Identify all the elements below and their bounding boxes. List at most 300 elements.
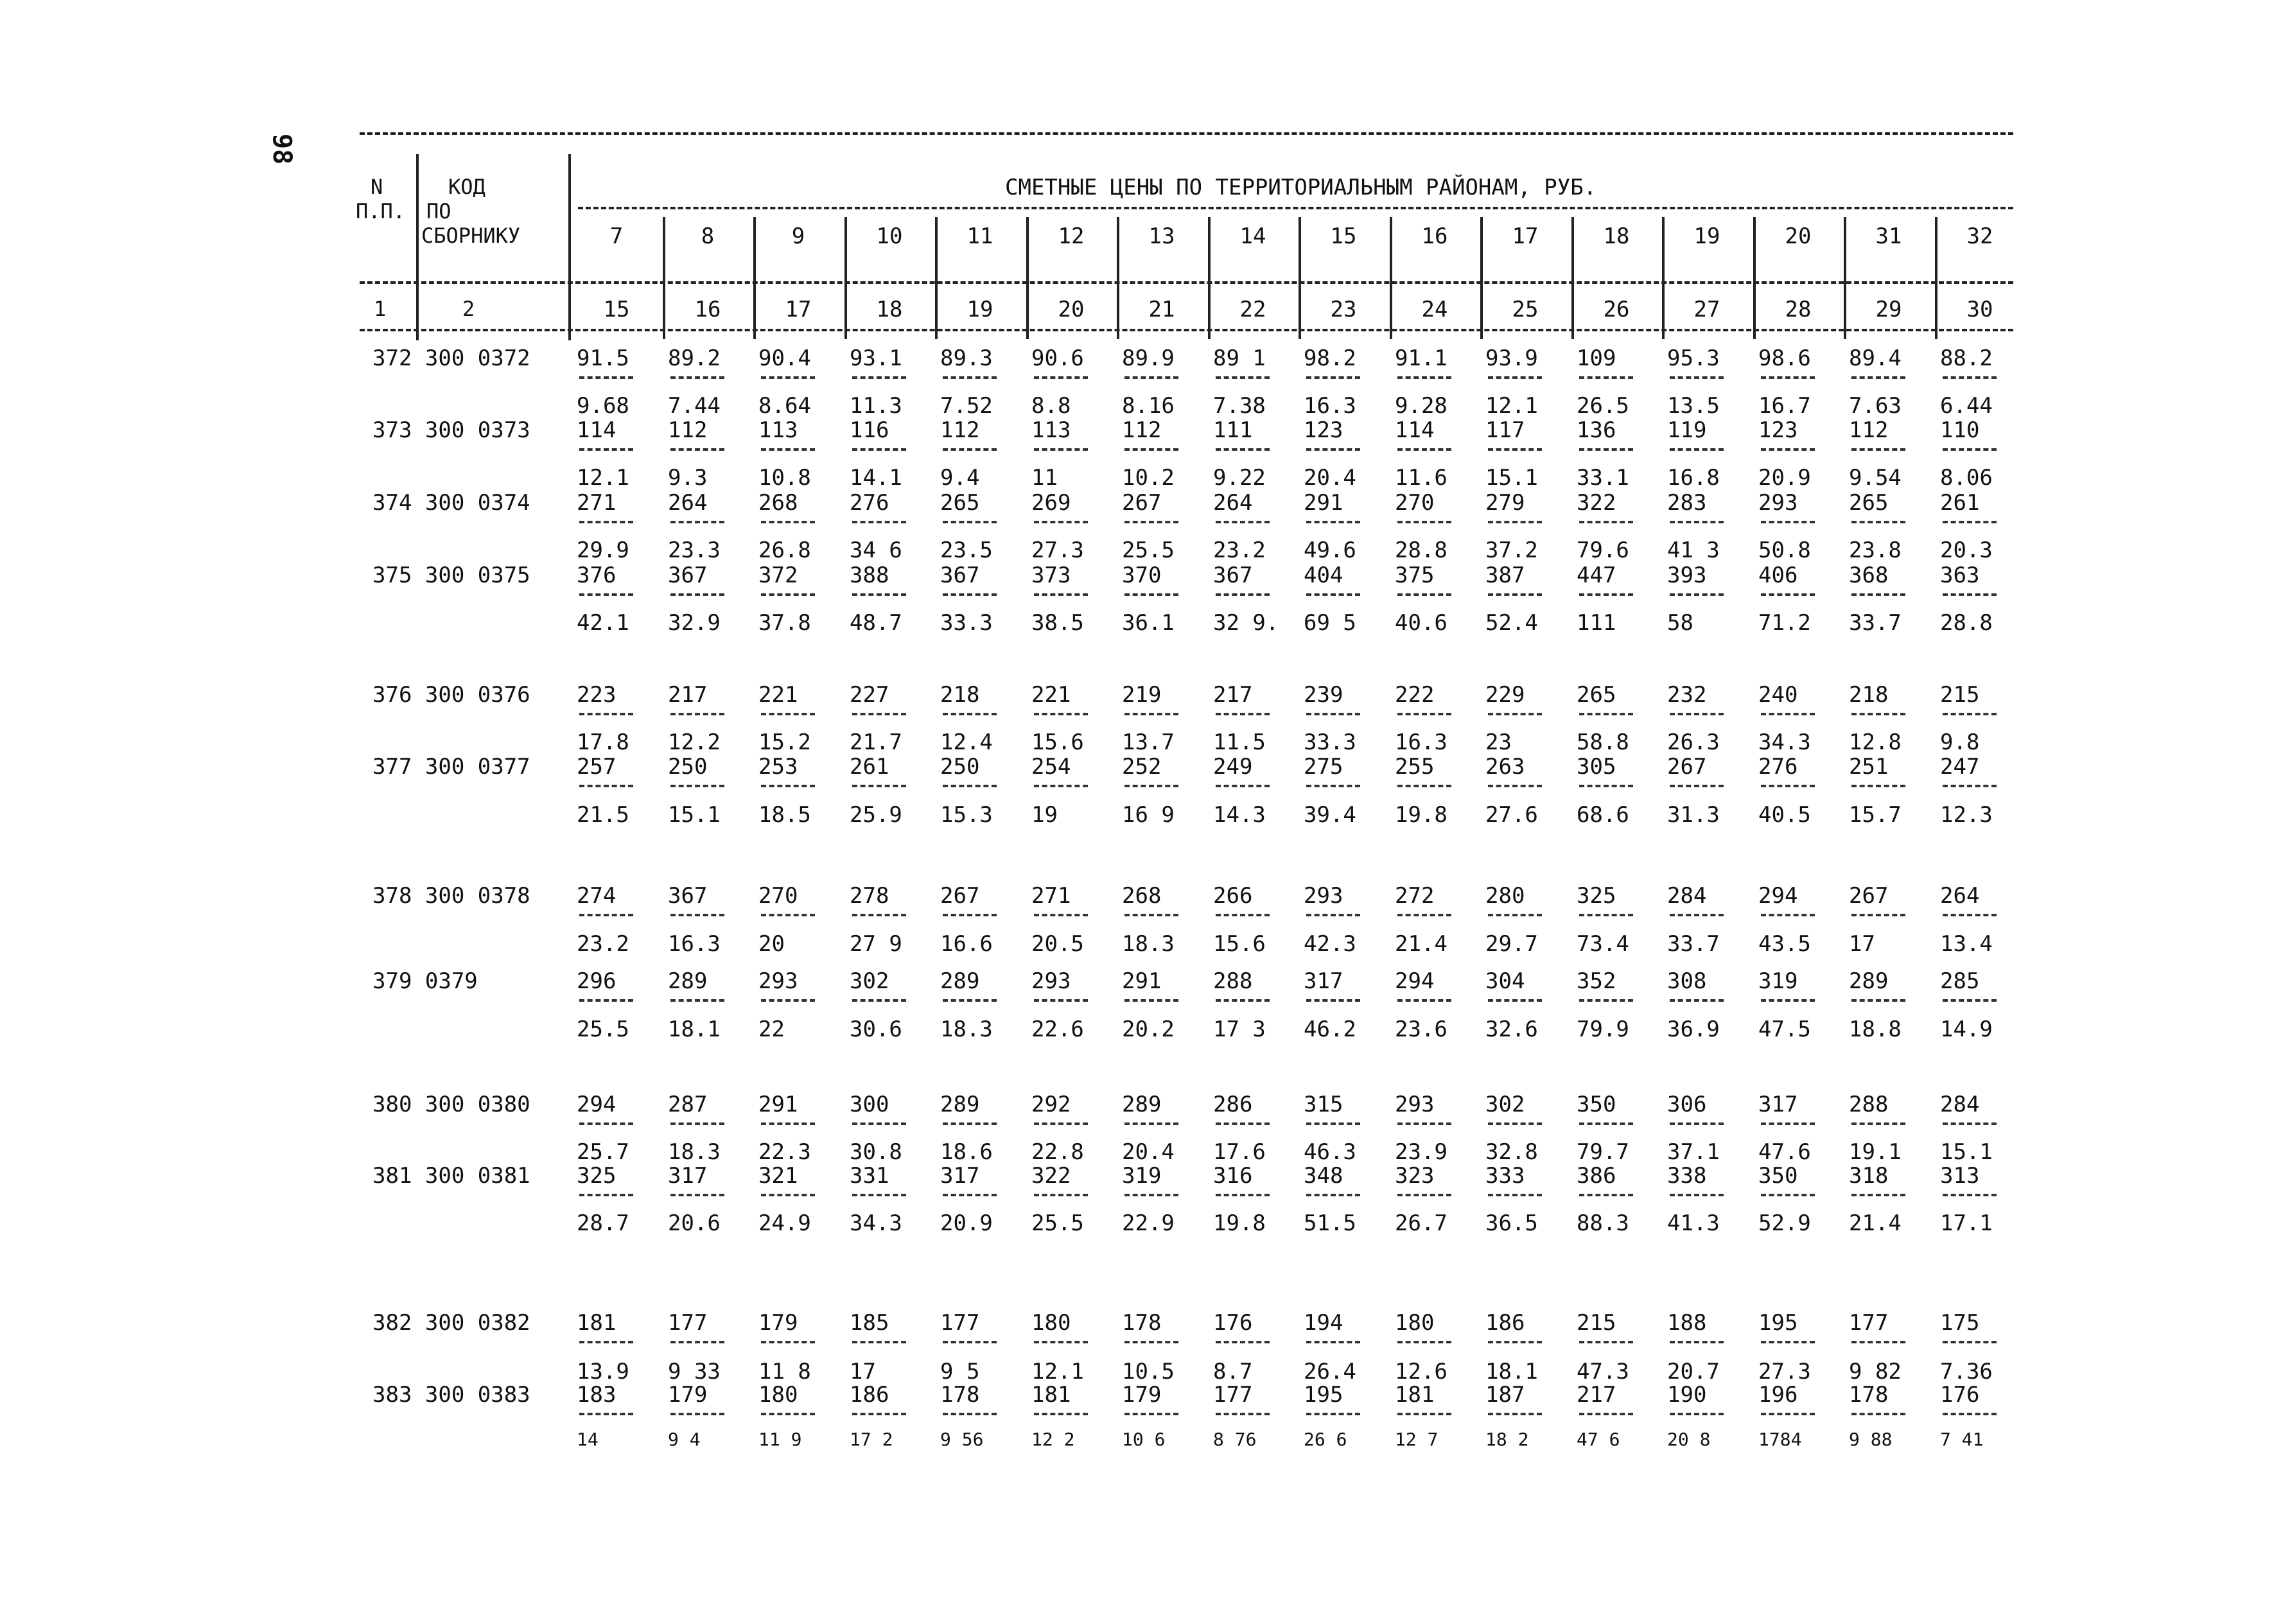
fraction-bar: [1943, 713, 1997, 715]
price-value: 10.2: [1122, 465, 1175, 491]
fraction-bar: [943, 999, 997, 1002]
price-value: 251: [1849, 754, 1889, 780]
price-value: 90.4: [758, 345, 811, 371]
fraction-bar: [1670, 593, 1724, 596]
price-value: 11 9: [758, 1429, 802, 1450]
price-value: 42.3: [1304, 931, 1356, 957]
fraction-bar: [1488, 1341, 1542, 1343]
row-code: 383 300 0383: [372, 1382, 530, 1408]
price-value: 79.7: [1577, 1139, 1629, 1165]
price-value: 15.3: [940, 802, 993, 828]
fraction-bar: [1306, 914, 1360, 916]
price-value: 40.5: [1758, 802, 1811, 828]
fraction-bar: [1670, 521, 1724, 523]
price-value: 291: [758, 1092, 798, 1117]
fraction-bar: [1034, 376, 1088, 379]
price-value: 37.1: [1667, 1139, 1720, 1165]
fraction-bar: [1488, 376, 1542, 379]
price-value: 293: [1304, 883, 1343, 909]
price-value: 79.6: [1577, 537, 1629, 563]
price-value: 112: [940, 417, 980, 443]
price-value: 40.6: [1395, 610, 1447, 636]
fraction-bar: [670, 1413, 724, 1415]
price-value: 376: [577, 563, 617, 588]
price-value: 181: [577, 1310, 617, 1336]
price-value: 300: [850, 1092, 889, 1117]
fraction-bar: [1670, 376, 1724, 379]
price-value: 177: [668, 1310, 708, 1336]
price-value: 12.6: [1395, 1359, 1447, 1384]
fraction-bar: [943, 448, 997, 451]
fraction-bar: [1397, 1341, 1451, 1343]
price-value: 12.4: [940, 729, 993, 755]
region-header: 20: [1785, 223, 1812, 249]
price-value: 406: [1758, 563, 1798, 588]
fraction-bar: [1851, 593, 1905, 596]
fraction-bar: [1306, 448, 1360, 451]
fraction-bar: [761, 914, 815, 916]
price-value: 23.2: [577, 931, 629, 957]
fraction-bar: [1397, 999, 1451, 1002]
price-value: 123: [1758, 417, 1798, 443]
row-code: 378 300 0378: [372, 883, 530, 909]
price-value: 221: [758, 682, 798, 708]
price-value: 7.38: [1213, 393, 1266, 419]
price-value: 15.1: [1485, 465, 1538, 491]
fraction-bar: [1216, 785, 1270, 787]
row-code: 380 300 0380: [372, 1092, 530, 1117]
price-value: 88.3: [1577, 1210, 1629, 1236]
fraction-bar: [1397, 1413, 1451, 1415]
price-value: 14.1: [850, 465, 902, 491]
region-header: 14: [1239, 223, 1266, 249]
price-value: 276: [850, 490, 889, 516]
fraction-bar: [943, 1122, 997, 1125]
price-value: 52.4: [1485, 610, 1538, 636]
price-value: 296: [577, 968, 617, 994]
price-value: 17: [1849, 931, 1875, 957]
fraction-bar: [1488, 914, 1542, 916]
price-value: 49.6: [1304, 537, 1356, 563]
header-code-label: ПО: [426, 199, 451, 223]
price-value: 112: [668, 417, 708, 443]
fraction-bar: [1488, 785, 1542, 787]
price-value: 249: [1213, 754, 1253, 780]
price-value: 221: [1031, 682, 1071, 708]
price-value: 317: [1304, 968, 1343, 994]
price-value: 218: [940, 682, 980, 708]
fraction-bar: [943, 593, 997, 596]
fraction-bar: [1670, 1413, 1724, 1415]
price-value: 20.4: [1122, 1139, 1175, 1165]
price-value: 284: [1940, 1092, 1980, 1117]
fraction-bar: [1670, 1341, 1724, 1343]
price-value: 9.22: [1213, 465, 1266, 491]
price-value: 15.1: [1940, 1139, 1993, 1165]
price-value: 89.4: [1849, 345, 1902, 371]
price-value: 47.6: [1758, 1139, 1811, 1165]
price-value: 11.6: [1395, 465, 1447, 491]
price-value: 117: [1485, 417, 1525, 443]
price-value: 180: [1031, 1310, 1071, 1336]
header-bottom-rule: [360, 281, 2013, 284]
fraction-bar: [761, 1122, 815, 1125]
price-value: 308: [1667, 968, 1707, 994]
price-value: 302: [1485, 1092, 1525, 1117]
price-value: 41 3: [1667, 537, 1720, 563]
price-value: 279: [1485, 490, 1525, 516]
numbering-cell: 26: [1603, 297, 1630, 322]
price-value: 387: [1485, 563, 1525, 588]
price-value: 9.4: [940, 465, 980, 491]
price-value: 7.44: [668, 393, 721, 419]
price-value: 58.8: [1577, 729, 1629, 755]
price-value: 22.8: [1031, 1139, 1084, 1165]
price-value: 215: [1577, 1310, 1616, 1336]
price-value: 175: [1940, 1310, 1980, 1336]
price-value: 113: [1031, 417, 1071, 443]
price-value: 289: [1122, 1092, 1162, 1117]
price-value: 294: [1395, 968, 1435, 994]
price-value: 27.3: [1031, 537, 1084, 563]
price-value: 12.2: [668, 729, 721, 755]
price-value: 18.3: [940, 1017, 993, 1042]
fraction-bar: [1306, 1341, 1360, 1343]
price-value: 263: [1485, 754, 1525, 780]
price-value: 16.6: [940, 931, 993, 957]
fraction-bar: [852, 1122, 906, 1125]
price-value: 293: [1031, 968, 1071, 994]
price-value: 7.63: [1849, 393, 1902, 419]
price-value: 19.8: [1213, 1210, 1266, 1236]
price-value: 252: [1122, 754, 1162, 780]
price-value: 232: [1667, 682, 1707, 708]
fraction-bar: [1397, 448, 1451, 451]
price-value: 32.8: [1485, 1139, 1538, 1165]
price-value: 15.7: [1849, 802, 1902, 828]
price-value: 37.8: [758, 610, 811, 636]
price-value: 24.9: [758, 1210, 811, 1236]
price-value: 89.9: [1122, 345, 1175, 371]
price-value: 196: [1758, 1382, 1798, 1408]
fraction-bar: [1761, 713, 1815, 715]
fraction-bar: [1397, 1194, 1451, 1196]
price-value: 29.7: [1485, 931, 1538, 957]
price-value: 319: [1758, 968, 1798, 994]
price-value: 9 5: [940, 1359, 980, 1384]
price-value: 176: [1213, 1310, 1253, 1336]
price-value: 73.4: [1577, 931, 1629, 957]
fraction-bar: [943, 785, 997, 787]
price-value: 185: [850, 1310, 889, 1336]
row-code: 376 300 0376: [372, 682, 530, 708]
fraction-bar: [1216, 593, 1270, 596]
price-value: 321: [758, 1163, 798, 1189]
fraction-bar: [1579, 521, 1633, 523]
price-value: 16.3: [1304, 393, 1356, 419]
price-value: 195: [1758, 1310, 1798, 1336]
price-value: 264: [1213, 490, 1253, 516]
price-value: 123: [1304, 417, 1343, 443]
price-value: 12.1: [577, 465, 629, 491]
price-value: 447: [1577, 563, 1616, 588]
region-header: 7: [609, 223, 624, 249]
numbering-cell: 19: [966, 297, 993, 322]
price-value: 36.9: [1667, 1017, 1720, 1042]
fraction-bar: [1851, 1194, 1905, 1196]
price-value: 52.9: [1758, 1210, 1811, 1236]
top-rule: [360, 132, 2013, 135]
price-value: 195: [1304, 1382, 1343, 1408]
fraction-bar: [761, 448, 815, 451]
fraction-bar: [579, 713, 633, 715]
price-value: 250: [668, 754, 708, 780]
price-value: 15.6: [1213, 931, 1266, 957]
fraction-bar: [579, 1194, 633, 1196]
fraction-bar: [670, 713, 724, 715]
price-value: 7.52: [940, 393, 993, 419]
fraction-bar: [1124, 914, 1178, 916]
row-code: 381 300 0381: [372, 1163, 530, 1189]
fraction-bar: [579, 999, 633, 1002]
fraction-bar: [1488, 713, 1542, 715]
price-value: 13.9: [577, 1359, 629, 1384]
fraction-bar: [1943, 376, 1997, 379]
price-value: 20.3: [1940, 537, 1993, 563]
price-value: 317: [668, 1163, 708, 1189]
price-value: 98.2: [1304, 345, 1356, 371]
price-value: 22.3: [758, 1139, 811, 1165]
numbering-cell: 1: [374, 297, 387, 321]
fraction-bar: [1397, 785, 1451, 787]
price-value: 89 1: [1213, 345, 1266, 371]
fraction-bar: [1124, 1122, 1178, 1125]
price-value: 8.8: [1031, 393, 1071, 419]
price-value: 283: [1667, 490, 1707, 516]
price-value: 29.9: [577, 537, 629, 563]
fraction-bar: [1124, 593, 1178, 596]
price-value: 9.54: [1849, 465, 1902, 491]
price-value: 11.3: [850, 393, 902, 419]
fraction-bar: [1216, 1122, 1270, 1125]
fraction-bar: [1761, 785, 1815, 787]
price-value: 268: [1122, 883, 1162, 909]
price-value: 112: [1122, 417, 1162, 443]
fraction-bar: [1943, 448, 1997, 451]
price-value: 9 88: [1849, 1429, 1893, 1450]
fraction-bar: [579, 914, 633, 916]
region-header: 9: [791, 223, 805, 249]
price-value: 15.2: [758, 729, 811, 755]
fraction-bar: [1306, 376, 1360, 379]
region-header: 19: [1693, 223, 1720, 249]
price-value: 89.3: [940, 345, 993, 371]
fraction-bar: [670, 593, 724, 596]
price-value: 69 5: [1304, 610, 1356, 636]
price-value: 265: [940, 490, 980, 516]
price-value: 272: [1395, 883, 1435, 909]
price-value: 291: [1122, 968, 1162, 994]
price-value: 31.3: [1667, 802, 1720, 828]
fraction-bar: [1124, 1194, 1178, 1196]
numbering-cell: 28: [1785, 297, 1812, 322]
price-value: 280: [1485, 883, 1525, 909]
fraction-bar: [1216, 376, 1270, 379]
price-value: 322: [1031, 1163, 1071, 1189]
price-value: 217: [1213, 682, 1253, 708]
price-value: 16 9: [1122, 802, 1175, 828]
price-value: 217: [668, 682, 708, 708]
fraction-bar: [1943, 914, 1997, 916]
fraction-bar: [761, 999, 815, 1002]
price-value: 9 82: [1849, 1359, 1902, 1384]
price-value: 350: [1758, 1163, 1798, 1189]
fraction-bar: [1761, 376, 1815, 379]
region-header: 10: [876, 223, 903, 249]
price-value: 179: [758, 1310, 798, 1336]
row-code: 382 300 0382: [372, 1310, 530, 1336]
price-value: 23.8: [1849, 537, 1902, 563]
price-value: 20.6: [668, 1210, 721, 1236]
fraction-bar: [1034, 1413, 1088, 1415]
price-value: 293: [1758, 490, 1798, 516]
price-value: 319: [1122, 1163, 1162, 1189]
price-value: 11.5: [1213, 729, 1266, 755]
price-value: 178: [1122, 1310, 1162, 1336]
price-value: 30.6: [850, 1017, 902, 1042]
fraction-bar: [1397, 1122, 1451, 1125]
fraction-bar: [1851, 999, 1905, 1002]
numbering-cell: 25: [1512, 297, 1539, 322]
price-value: 8 76: [1213, 1429, 1257, 1450]
fraction-bar: [1397, 521, 1451, 523]
price-value: 317: [940, 1163, 980, 1189]
price-value: 114: [577, 417, 617, 443]
price-value: 289: [940, 1092, 980, 1117]
price-value: 289: [940, 968, 980, 994]
fraction-bar: [1851, 914, 1905, 916]
fraction-bar: [579, 1413, 633, 1415]
price-value: 223: [577, 682, 617, 708]
price-value: 27 9: [850, 931, 902, 957]
price-value: 47.3: [1577, 1359, 1629, 1384]
price-value: 275: [1304, 754, 1343, 780]
fraction-bar: [1306, 1413, 1360, 1415]
fraction-bar: [1034, 713, 1088, 715]
fraction-bar: [579, 448, 633, 451]
price-value: 7 41: [1940, 1429, 1984, 1450]
numbering-bottom-rule: [360, 329, 2013, 331]
price-value: 287: [668, 1092, 708, 1117]
price-value: 21.4: [1849, 1210, 1902, 1236]
price-value: 18.3: [1122, 931, 1175, 957]
price-value: 9 4: [668, 1429, 701, 1450]
price-value: 294: [1758, 883, 1798, 909]
fraction-bar: [670, 914, 724, 916]
price-value: 289: [1849, 968, 1889, 994]
fraction-bar: [1851, 448, 1905, 451]
price-value: 294: [577, 1092, 617, 1117]
numbering-cell: 18: [876, 297, 903, 322]
price-value: 119: [1667, 417, 1707, 443]
price-value: 316: [1213, 1163, 1253, 1189]
fraction-bar: [1034, 914, 1088, 916]
price-value: 13.4: [1940, 931, 1993, 957]
price-value: 181: [1395, 1382, 1435, 1408]
row-code: 379 0379: [372, 968, 478, 994]
price-value: 194: [1304, 1310, 1343, 1336]
fraction-bar: [1216, 448, 1270, 451]
fraction-bar: [1851, 1341, 1905, 1343]
price-value: 16.8: [1667, 465, 1720, 491]
fraction-bar: [579, 521, 633, 523]
price-value: 289: [668, 968, 708, 994]
price-value: 68.6: [1577, 802, 1629, 828]
price-value: 16.3: [1395, 729, 1447, 755]
price-value: 18.1: [1485, 1359, 1538, 1384]
price-value: 302: [850, 968, 889, 994]
price-value: 270: [1395, 490, 1435, 516]
fraction-bar: [943, 1341, 997, 1343]
fraction-bar: [1579, 713, 1633, 715]
fraction-bar: [1397, 713, 1451, 715]
price-value: 11 8: [758, 1359, 811, 1384]
fraction-bar: [1124, 785, 1178, 787]
region-header: 18: [1603, 223, 1630, 249]
price-value: 291: [1304, 490, 1343, 516]
price-value: 177: [1213, 1382, 1253, 1408]
price-value: 18.1: [668, 1017, 721, 1042]
fraction-bar: [1579, 1122, 1633, 1125]
fraction-bar: [1670, 999, 1724, 1002]
price-value: 17: [850, 1359, 876, 1384]
price-value: 288: [1849, 1092, 1889, 1117]
price-value: 333: [1485, 1163, 1525, 1189]
fraction-bar: [670, 999, 724, 1002]
price-value: 12.3: [1940, 802, 1993, 828]
price-value: 186: [850, 1382, 889, 1408]
price-value: 26.7: [1395, 1210, 1447, 1236]
fraction-bar: [1306, 1122, 1360, 1125]
numbering-cell: 17: [785, 297, 812, 322]
price-value: 21.5: [577, 802, 629, 828]
price-value: 267: [1122, 490, 1162, 516]
price-value: 23.2: [1213, 537, 1266, 563]
price-value: 180: [758, 1382, 798, 1408]
price-value: 9.8: [1940, 729, 1980, 755]
fraction-bar: [1670, 448, 1724, 451]
price-value: 187: [1485, 1382, 1525, 1408]
fraction-bar: [1397, 914, 1451, 916]
price-value: 13.5: [1667, 393, 1720, 419]
price-value: 9 33: [668, 1359, 721, 1384]
price-value: 9.68: [577, 393, 629, 419]
region-header: 15: [1330, 223, 1357, 249]
price-value: 12.1: [1031, 1359, 1084, 1384]
fraction-bar: [1579, 593, 1633, 596]
fraction-bar: [943, 1413, 997, 1415]
fraction-bar: [579, 1122, 633, 1125]
fraction-bar: [1579, 1341, 1633, 1343]
fraction-bar: [1670, 914, 1724, 916]
fraction-bar: [1124, 999, 1178, 1002]
price-value: 110: [1940, 417, 1980, 443]
price-value: 178: [1849, 1382, 1889, 1408]
price-value: 372: [758, 563, 798, 588]
price-value: 254: [1031, 754, 1071, 780]
region-header: 31: [1875, 223, 1902, 249]
price-value: 22.6: [1031, 1017, 1084, 1042]
